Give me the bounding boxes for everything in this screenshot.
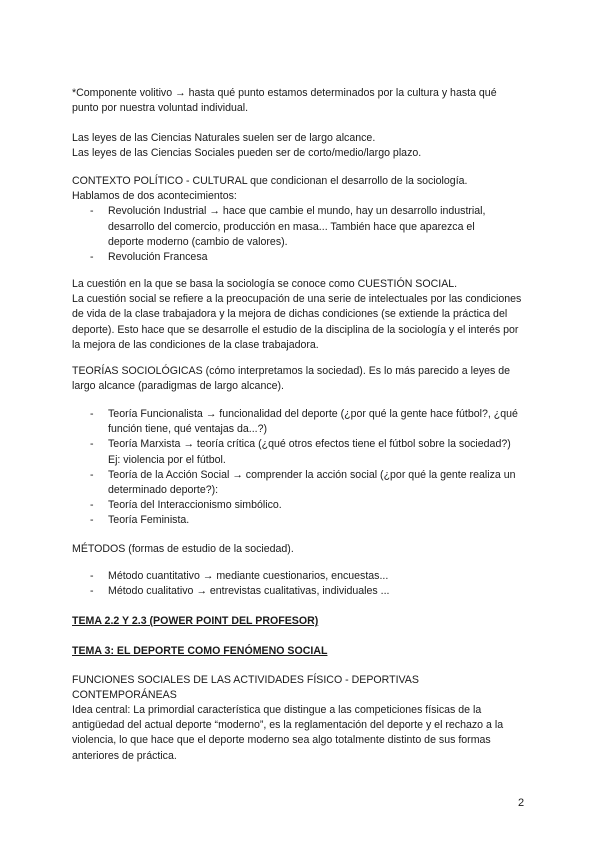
social-p2: La cuestión social se refiere a la preocupación de una serie de intelectuales por las condiciones de vida de la clase trabajadora y la mejora de dichas condiciones (se extiende la práctica del deporte). Esto hace que se desarrolle el estudio de la disciplina de la sociología y el interés por la mejora de las condiciones de la clase trabajadora.: [72, 293, 522, 351]
theories-list-block: [72, 407, 522, 529]
page-number: 2: [518, 797, 525, 809]
list-item: [72, 584, 532, 599]
theory-item-text: Teoría Feminista.: [108, 514, 190, 527]
theory-item-text: Teoría de la Acción Social → comprender la acción social (¿por qué la gente realiza un determinado deporte?):: [108, 468, 516, 497]
context-list: [72, 204, 512, 265]
intro-paragraph: [72, 86, 532, 116]
bullet-dash: -: [90, 251, 94, 264]
methods-list-block: [72, 569, 532, 599]
tema-3-heading-block: [72, 644, 532, 659]
bullet-dash: -: [90, 408, 94, 420]
context-item-text: Revolución Industrial → hace que cambie el mundo, hay un desarrollo industrial, desarrollo del comercio, producción en masa... También hace que aparezca el deporte moderno (cambio de valores).: [108, 205, 486, 248]
laws-social: Las leyes de las Ciencias Sociales pueden ser de corto/medio/largo plazo.: [72, 147, 422, 160]
context-section: [72, 174, 532, 265]
tema-2-heading: TEMA 2.2 Y 2.3 (POWER POINT DEL PROFESOR): [72, 615, 319, 627]
methods-list: [72, 569, 532, 599]
list-item: [72, 468, 522, 498]
tema-3-heading: TEMA 3: EL DEPORTE COMO FENÓMENO SOCIAL: [72, 645, 328, 657]
functions-body: Idea central: La primordial característica que distingue a las competiciones físicas de la antigüedad del actual deporte “moderno”, es la reglamentación del deporte y el rechazo a la violencia, lo que hace que el deporte moderno sea algo totalmente distinto de sus formas anteriores de práctica.: [72, 704, 504, 762]
theory-item-text: Teoría del Interaccionismo simbólico.: [108, 499, 282, 512]
intro-line-1: *Componente volitivo → hasta qué punto estamos determinados por la cultura y hasta qué: [72, 87, 497, 99]
social-p1: La cuestión en la que se basa la sociología se conoce como CUESTIÓN SOCIAL.: [72, 278, 458, 290]
list-item: [72, 569, 532, 584]
bullet-dash: -: [90, 499, 94, 512]
theory-item-text: Teoría Marxista → teoría crítica (¿qué otros efectos tiene el fútbol sobre la sociedad?) Ej: violencia por el fútbol.: [108, 438, 511, 466]
bullet-dash: -: [90, 585, 94, 598]
functions-body-block: [72, 703, 530, 764]
theories-intro: TEORÍAS SOCIOLÓGICAS (cómo interpretamos la sociedad). Es lo más parecido a leyes de largo alcance (paradigmas de largo alcance).: [72, 365, 511, 393]
social-question-section: [72, 277, 524, 353]
intro-line-2: punto por nuestra voluntad individual.: [72, 102, 249, 115]
bullet-dash: -: [90, 438, 94, 451]
laws-natural: Las leyes de las Ciencias Naturales suelen ser de largo alcance.: [72, 132, 376, 144]
theories-section: [72, 364, 524, 394]
list-item: [72, 204, 512, 250]
bullet-dash: -: [90, 514, 94, 527]
bullet-dash: -: [90, 205, 94, 218]
theory-item-text: Teoría Funcionalista → funcionalidad del deporte (¿por qué la gente hace fútbol?, ¿qué función tiene, qué ventajas da...?): [108, 408, 518, 436]
theories-list: [72, 407, 522, 529]
context-title: CONTEXTO POLÍTICO - CULTURAL que condicionan el desarrollo de la sociología.: [72, 175, 468, 187]
list-item: [72, 437, 522, 467]
list-item: [72, 498, 522, 513]
methods-section: [72, 542, 532, 557]
bullet-dash: -: [90, 468, 94, 481]
context-subtitle: Hablamos de dos acontecimientos:: [72, 190, 237, 203]
laws-paragraph: [72, 131, 532, 161]
list-item: [72, 513, 522, 528]
list-item: [72, 407, 522, 437]
list-item: [72, 250, 512, 265]
context-item-text: Revolución Francesa: [108, 251, 208, 264]
methods-intro: MÉTODOS (formas de estudio de la sociedad).: [72, 543, 294, 555]
functions-title-block: [72, 673, 462, 703]
functions-title: FUNCIONES SOCIALES DE LAS ACTIVIDADES FÍSICO - DEPORTIVAS CONTEMPORÁNEAS: [72, 674, 419, 702]
bullet-dash: -: [90, 570, 94, 582]
method-item-text: Método cuantitativo → mediante cuestionarios, encuestas...: [108, 570, 389, 582]
method-item-text: Método cualitativo → entrevistas cualitativas, individuales ...: [108, 585, 390, 598]
tema-2-heading-block: [72, 614, 532, 629]
